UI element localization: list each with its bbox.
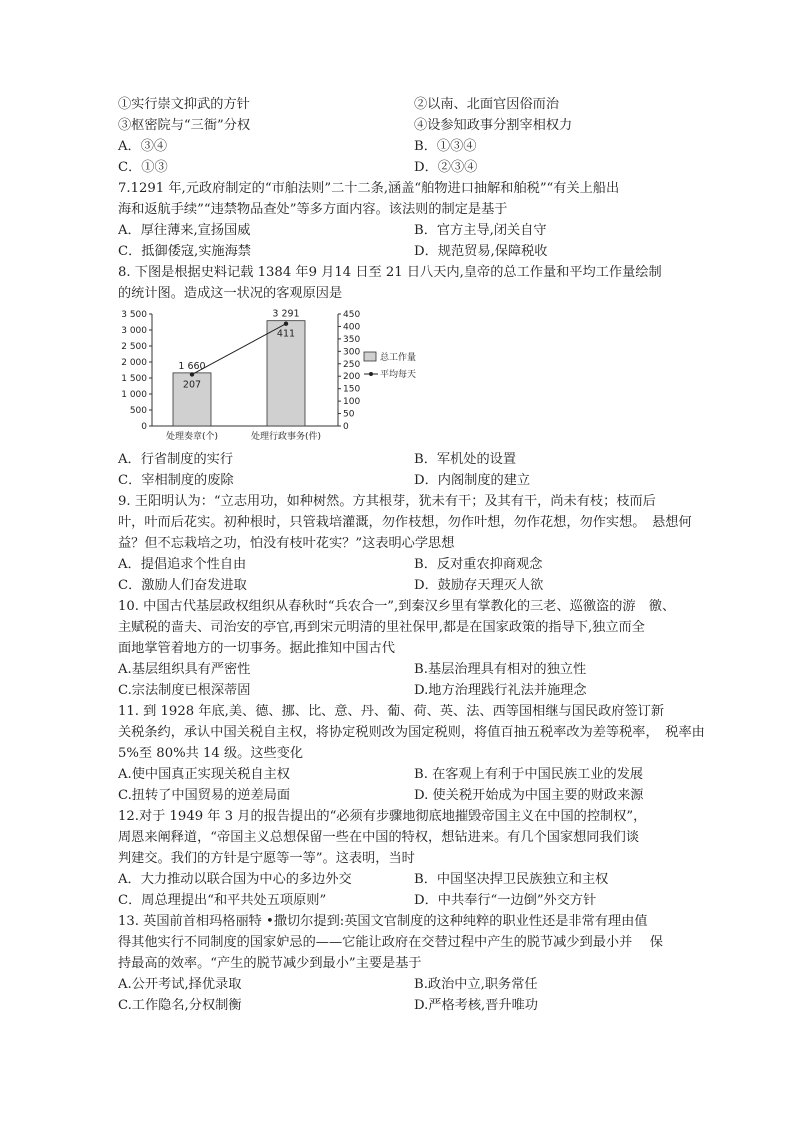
left-tick-label: 0 <box>141 422 147 432</box>
right-tick-label: 300 <box>343 347 361 358</box>
left-tick-label: 500 <box>129 406 147 416</box>
q6-option-a: A．③④ <box>118 139 168 154</box>
q9-stem-line1: 9. 王阳明认为：“立志用功，如种树然。方其根芽，犹未有干；及其有干，尚未有枝；枝而后 <box>118 494 656 509</box>
right-tick-label: 0 <box>343 422 349 432</box>
q9-stem-line2: 叶，叶而后花实。初种根时，只管栽培灌溉，勿作枝想，勿作叶想，勿作花想，勿作实想。 悬想何 <box>118 515 692 530</box>
q11-option-a: A.使中国真正实现关税自主权 <box>118 767 290 782</box>
q9-stem-line3: 益？但不忘栽培之功，怕没有枝叶花实？”这表明心学思想 <box>118 536 455 551</box>
q13-option-c: C.工作隐名,分权制衡 <box>118 998 242 1013</box>
left-tick-label: 1 500 <box>121 374 147 384</box>
q10-option-b: B.基层治理具有相对的独立性 <box>414 662 587 677</box>
q12-option-a: A．大力推动以联合国为中心的多边外交 <box>118 872 352 887</box>
left-tick-label: 1 000 <box>121 390 147 400</box>
q8-stem-line2: 的统计图。造成这一状况的客观原因是 <box>118 286 343 301</box>
q11-stem-line1: 11. 到 1928 年底,美、德、挪、比、意、丹、葡、荷、英、法、西等国相继与国民政府签订新 <box>118 704 665 719</box>
q6-item-2: ②以南、北面官因俗而治 <box>414 97 560 112</box>
left-tick-label: 2 500 <box>121 342 147 352</box>
q8-option-a: A．行省制度的实行 <box>118 452 234 467</box>
q8-option-c: C．宰相制度的废除 <box>118 473 234 488</box>
q9-option-a: A．提倡追求个性自由 <box>118 557 247 572</box>
bar-value-label: 3 291 <box>272 308 300 320</box>
left-tick-label: 3 500 <box>121 310 147 320</box>
q11-option-b: B. 在客观上有利于中国民族工业的发展 <box>414 767 644 782</box>
q10-stem-line2: 主赋税的啬夫、司治安的亭官,再到宋元明清的里社保甲,都是在国家政策的指导下,独立而全 <box>118 620 645 635</box>
q8-stem-line1: 8. 下图是根据史料记载 1384 年9 月14 日至 21 日八天内,皇帝的总工作量和平均工作量绘制 <box>118 265 662 280</box>
q13-option-b: B.政治中立,职务常任 <box>414 977 538 992</box>
legend-line-marker <box>369 372 373 376</box>
left-tick-label: 3 000 <box>121 326 147 336</box>
q6-item-3: ③枢密院与“三衙”分权 <box>118 118 251 133</box>
average-value-label: 207 <box>182 379 202 391</box>
q6-option-d: D．②③④ <box>414 160 478 175</box>
right-tick-label: 250 <box>343 359 361 370</box>
x-category-label: 处理行政事务(件) <box>250 432 322 442</box>
average-value-label: 411 <box>276 328 296 340</box>
q12-stem-line3: 判建交。我们的方针是宁愿等一等”。这表明，当时 <box>118 851 415 866</box>
q12-stem-line2: 周恩来阐释道，“帝国主义总想保留一些在中国的特权，想钻进来。有几个国家想同我们谈 <box>118 830 640 845</box>
q13-stem-line1: 13. 英国前首相玛格丽特 •撒切尔提到:英国文官制度的这种纯粹的职业性还是非常有理由值 <box>118 914 648 929</box>
q6-item-1: ①实行崇文抑武的方针 <box>118 97 250 112</box>
q7-option-c: C．抵御倭寇,实施海禁 <box>118 244 251 259</box>
q12-option-b: B．中国坚决捍卫民族独立和主权 <box>414 872 609 887</box>
q11-option-d: D. 使关税开始成为中国主要的财政来源 <box>414 788 644 803</box>
q13-option-d: D.严格考核,晋升唯功 <box>414 998 538 1013</box>
q11-stem-line2: 关税条约，承认中国关税自主权，将协定税则改为国定税则，将值百抽五税率改为差等税率， 税率由 <box>118 725 705 740</box>
legend-line-label: 平均每天 <box>380 370 417 380</box>
q7-option-d: D．规范贸易,保障税收 <box>414 244 548 259</box>
x-category-label: 处理奏章(个) <box>165 432 219 442</box>
q10-stem-line3: 面地掌管着地方的一切事务。据此推知中国古代 <box>118 641 395 656</box>
right-tick-label: 350 <box>343 334 361 345</box>
right-tick-label: 50 <box>343 409 355 420</box>
q12-option-d: D．中共奉行“一边倒”外交方针 <box>414 893 597 908</box>
q10-option-c: C.宗法制度已根深蒂固 <box>118 683 251 698</box>
q13-option-a: A.公开考试,择优录取 <box>118 977 242 992</box>
q12-option-c: C．周总理提出“和平共处五项原则” <box>118 893 327 908</box>
q11-stem-line3: 5%至 80%共 14 级。这些变化 <box>118 746 304 761</box>
q7-stem-line2: 海和返航手续”“违禁物品查处”等多方面内容。该法则的制定是基于 <box>118 202 508 217</box>
average-point <box>190 372 194 376</box>
right-tick-label: 100 <box>343 397 361 408</box>
q9-option-c: C．激励人们奋发进取 <box>118 578 247 593</box>
q6-option-b: B．①③④ <box>414 139 477 154</box>
right-tick-label: 150 <box>343 384 361 395</box>
q10-option-a: A.基层组织具有严密性 <box>118 662 251 677</box>
q7-stem-line1: 7.1291 年,元政府制定的“市舶法则”二十二条,涵盖“舶物进口抽解和舶税”“有关上船出 <box>118 181 620 196</box>
right-tick-label: 400 <box>343 322 361 333</box>
q12-stem-line1: 12.对于 1949 年 3 月的报告提出的“必须有步骤地彻底地摧毁帝国主义在中国的控制权”， <box>118 809 647 824</box>
q6-item-4: ④设参知政事分割宰相权力 <box>414 118 573 133</box>
legend-bar-swatch <box>364 352 376 361</box>
q8-option-b: B．军机处的设置 <box>414 452 517 467</box>
workload-chart <box>110 306 440 446</box>
q7-option-a: A．厚往薄来,宣扬国威 <box>118 223 251 238</box>
average-point <box>284 322 288 326</box>
right-tick-label: 200 <box>343 372 361 383</box>
left-tick-label: 2 000 <box>121 358 147 368</box>
q8-option-d: D．内阁制度的建立 <box>414 473 531 488</box>
right-tick-label: 450 <box>343 310 361 320</box>
q13-stem-line3: 持最高的效率。“产生的脱节减少到最小”主要是基于 <box>118 956 422 971</box>
q9-option-d: D．鼓励存天理灭人欲 <box>414 578 544 593</box>
q10-option-d: D.地方治理践行礼法并施理念 <box>414 683 587 698</box>
q6-option-c: C．①③ <box>118 160 168 175</box>
q7-option-b: B．官方主导,闭关自守 <box>414 223 547 238</box>
legend-bar-label: 总工作量 <box>380 353 417 363</box>
q11-option-c: C.扭转了中国贸易的逆差局面 <box>118 788 291 803</box>
q9-option-b: B．反对重农抑商观念 <box>414 557 543 572</box>
q10-stem-line1: 10. 中国古代基层政权组织从春秋时“兵农合一”,到秦汉乡里有掌教化的三老、巡徼盗的游 徼、 <box>118 599 676 614</box>
q13-stem-line2: 得其他实行不同制度的国家妒忌的——它能让政府在交替过程中产生的脱节减少到最小并 保 <box>118 935 663 950</box>
bar-value-label: 1 660 <box>178 360 206 372</box>
